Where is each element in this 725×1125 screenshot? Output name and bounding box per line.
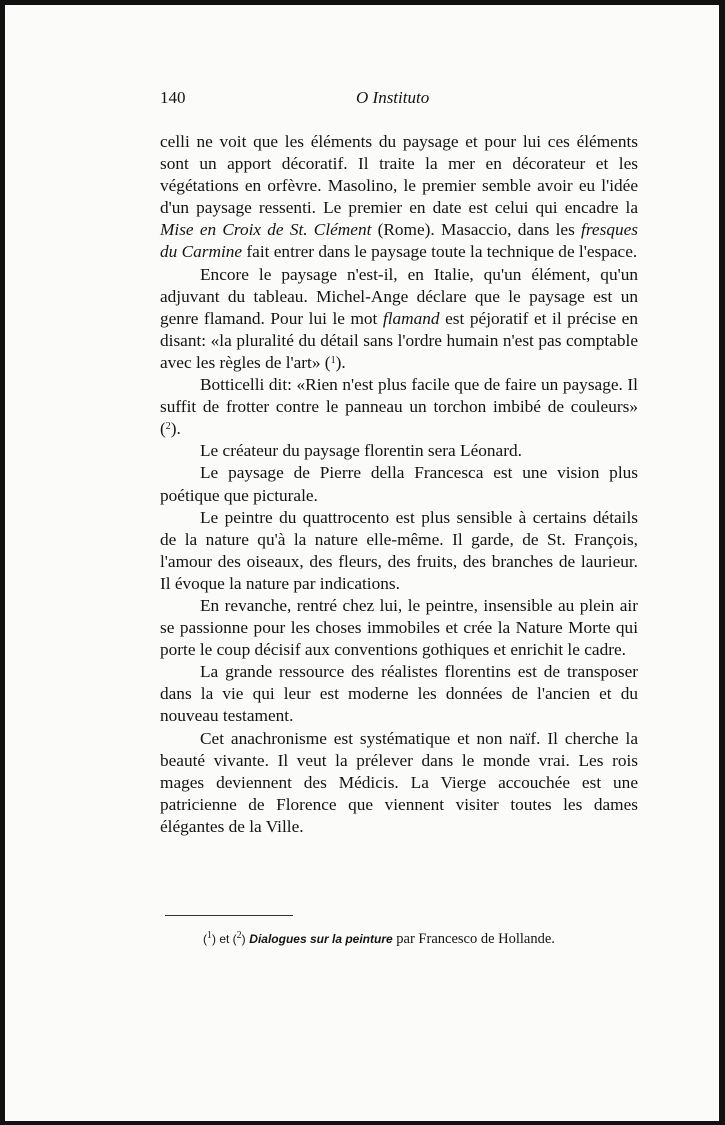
page-header [160,88,638,112]
running-title: O Instituto [356,88,430,107]
footnote-ref: 2 [165,421,171,433]
paragraph: Encore le paysage n'est-il, en Italie, qu'un élément, qu'un adjuvant du tableau. Michel-Ange déclare que le paysage est un genre flamand. Pour lui le mot flamand est péjoratif et il précise en disant: «la pluralité du détail sans l'ordre humain n'est pas comptable avec les règles de l'art» ($^1$). [160,264,638,372]
italic-title: fresques du Carmine [160,220,639,262]
footnote: ($^1$) et ($^2$) Dialogues sur la peinture par Francesco de Hollande. [203,930,555,947]
footnote-book-title: Dialogues sur la peinture [249,932,393,946]
paragraph: Botticelli dit: «Rien n'est plus facile que de faire un paysage. Il suffit de frotter contre le panneau un torchon imbibé de couleurs» ($^2$). [160,375,638,439]
paragraph: Le peintre du quattrocento est plus sensible à certains détails de la nature qu'à la nature elle-même. Il garde, de St. François, l'amour des oiseaux, des fleurs, des fruits, des branches de laurieur. Il évoque la nature par indications. [160,507,638,593]
scan-border-left [0,0,5,1125]
page-number: 140 [160,88,186,107]
footnote-divider [165,915,293,916]
scan-border-right [719,0,725,1125]
paragraph: Le créateur du paysage florentin sera Léonard. [200,441,522,461]
paragraph: celli ne voit que les éléments du paysage et pour lui ces éléments sont un apport décoratif. Il traite la mer en décorateur et les végétations en orfèvre. Masolino, le premier semble avoir eu l'idée d'un paysage ressenti. Le premier en date est celui qui encadre la Mise en Croix de St. Clément (Rome). Masaccio, dans les fresques du Carmine fait entrer dans le paysage toute la technique de l'espace. [160,132,639,262]
body-text [160,131,638,838]
paragraph: Le paysage de Pierre della Francesca est une vision plus poétique que picturale. [160,463,638,505]
scan-border-bottom [0,1121,725,1125]
paragraph: La grande ressource des réalistes florentins est de transposer dans la vie qui leur est moderne les données de l'ancien et du nouveau testament. [160,662,638,726]
footnote-ref: 1 [330,354,336,366]
paragraph: En revanche, rentré chez lui, le peintre, insensible au plein air se passionne pour les choses immobiles et crée la Nature Morte qui porte le coup décisif aux conventions gothiques et enrichit le cadre. [160,595,638,660]
scan-border-top [0,0,725,5]
italic-title: Mise en Croix de St. Clément [160,220,372,240]
paragraph: Cet anachronisme est systématique et non naïf. Il cherche la beauté vivante. Il veut la prélever dans le monde vrai. Les rois mages deviennent des Médicis. La Vierge accouchée est une patricienne de Florence que viennent visiter toutes les dames élégantes de la Ville. [160,728,638,836]
italic-word: flamand [382,308,440,328]
